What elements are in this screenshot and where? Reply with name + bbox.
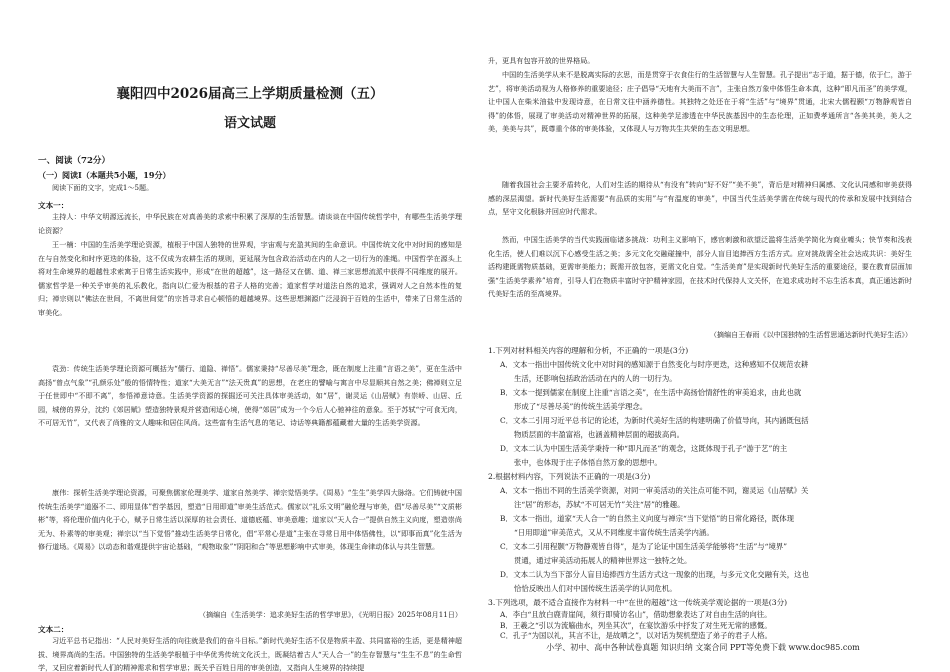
question-1-option-b: B．文本一提到儒家在制度上注重“言语之美”，在生活中高扬恰情舒性的审美追求，由此也就 xyxy=(500,388,802,397)
question-2-option-c-cont: 贯通，通过审美活动拓展人的精神世界这一独特之处。 xyxy=(514,556,692,565)
text1-para-4: 康伟：探析生活美学理论资源，可聚焦儒家伦理美学、道家自然美学、禅宗觉悟美学。《周易》“生生”美学四大脉络。它们铸就中国传统生活美学“道器不二、即用显体”哲学基因，塑造“日用即道”审美生活范式。儒家以“礼乐文明”融伦理与审美，倡“尽善尽美”“文质彬彬”等，将伦理价值内化于心，赋予日常生活以深厚的社会责任、道德底蕴、审美意趣；道家以“天人合一”提供自然主义向度，塑造崇尚无为、朴素等的审美观；禅宗以“当下觉悟”推动生活美学日常化，倡“平常心是道”主张在寻常日用中体悟佛性，以“即事而真”化生活为修行道场。《周易》以动态和谐观提供宇宙论基础，“观物取象”“阴阳和合”等思想影响中式审美，体现生命律动体认与共生智慧。 xyxy=(38,488,462,552)
question-2-stem: 2.根据材料内容，下列说法不正确的一项是(3分) xyxy=(488,472,651,481)
question-2-option-a-cont: 注“居”的形态，苏轼“不可居无竹”关注“居”的雅趣。 xyxy=(514,500,685,509)
section-heading: 一、阅读（72分） xyxy=(38,156,111,166)
question-1-option-c: C．文本二引用习近平总书记的论述，为新时代美好生活的构建明确了价值导向，其内涵既包括 xyxy=(500,416,809,425)
question-1-option-b-cont: 形成了“尽善尽美”的传统生活美学理念。 xyxy=(514,402,648,411)
text1-para-3: 袁劲：传统生活美学理论资源可概括为“儒行、道隐、禅悟”。儒家秉持“尽善尽美”理念，既在制度上注重“言语之美”，更在生活中高扬“曾点气象”“孔颜乐处”般的悟情特性；道家“大美无言”“法天贵真”的思想，在老庄的譬喻与寓言中尽显顺其自然之美；佛禅则立足于任世即中“不即不离”，参悟禅意诗意。生活美学资源的探掘还可关注具体审美活动，如“居”，谢灵运《山居赋》有崇峤、山居、丘园，城傍的界分，沈约《郊居赋》塑造独特景观并营造闲适心境，使得“郊居”成为一个今后人心驰神往的意象。至于苏轼“宁可食无肉，不可居无竹”，又代表了尚雅的文人趣味和居住风尚。这些富有生活气息的笔记、诗话等典籍都蕴藏着大量的生活美学资源。 xyxy=(38,364,462,428)
text2-para-1-cont: 升，更具有包容开放的世界格局。 xyxy=(488,56,595,65)
question-3-option-a: A．李白“且放白鹿青崖间，须行即骑访名山”，借助想象表达了对自由生活的向往。 xyxy=(500,610,772,619)
text2-para-2: 中国的生活美学从来不是脱离实际的玄思，而是贯穿于衣食住行的生活智慧与人生智慧。孔子提出“志于道，据于德，依于仁，游于艺”，将审美活动视为人格修养的重要途径；庄子倡导“天地有大美而不言”，主张自然万象中体悟生命本真，这种“即凡而圣”的美学观，让中国人在柴米油盐中发现诗意，在日常文往中涵养德性。其独特之处还在于将“生活”与“境界”贯通，北宋大儒程颢“万物静观皆自得”的体悟，展现了审美活动对精神世界的拓展，这种美学足渗透在中华民族基因中的生态伦理，正如费孝通所言“各美其美，美人之美，美美与共”，既尊重个体的审美体验，又体现人与万物共生共荣的生态文明思想。 xyxy=(488,70,912,134)
instruction: 阅读下面的文字，完成1～5题。 xyxy=(52,183,154,192)
question-1-option-a: A．文本一指出中国传统文化中对时间的感知源于自然变化与时序更迭，这种感知不仅规范农耕 xyxy=(500,360,809,369)
question-2-option-b: B．文本一指出，道家“天人合一”的自然主义向度与禅宗“当下觉悟”的日常化路径，既体现 xyxy=(500,514,795,523)
question-1-stem: 1.下列对材料相关内容的理解和分析，不正确的一项是(3分) xyxy=(488,346,689,355)
question-1-option-c-cont: 物质层面的丰盈富裕，也涵盖精神层面的超拔高尚。 xyxy=(514,430,684,439)
question-1-option-d: D．文本二认为中国生活美学秉持一种“即凡而圣”的观念，这既体现于孔子“游于艺”的主 xyxy=(500,444,788,453)
text1-para-1: 主持人：中华文明源远流长，中华民族在对真善美的求索中积累了深厚的生活智慧。请谈谈在中国传统哲学中，有哪些生活美学理论资源？ xyxy=(38,212,462,235)
question-2-option-d-cont: 恰恰反映出人们对中国传统生活美学的认同危机。 xyxy=(514,584,677,593)
footer-text: 小学、初中、高中各种试卷真题 知识归纳 文案合同 PPT等免费下载 www.doc985.com xyxy=(546,643,860,652)
text1-para-2: 王一楠：中国的生活美学理论资源，植根于中国人独特的世界观，宇宙观与充盈其间的生命意识。中国传统文化中对时间的感知是在与自然变化和时序更迭的体验，这不仅成为农耕生活的规则，更延展为包含政治活动在内的人之一切行为的准绳。中国哲学在源头上将对生命境界的超越性求索寓于日常生活实践中，形成“在世的超越”，这一路径又在儒、道、禅三家思想流派中获得不同维度的展开。儒家哲学是一种关乎审美的礼乐教化，指向以仁爱为根基的君子人格的完善；道家哲学对道法自然的追求，强调对人之自然本性的复归；禅宗则以“佛法在世间，不离世间觉”的宗旨寻求自心顿悟的超越境界。这些思想渊源广泛浸润于百姓的生活中，带来了日常生活的审美化。 xyxy=(38,240,462,317)
question-2-option-a: A．文本一指出不同的生活美学资源，对同一审美活动的关注点可能不同，谢灵运《山居赋》关 xyxy=(500,486,809,495)
text2-para-1: 习近平总书记指出：“人民对美好生活的向往就是我们的奋斗目标。”新时代美好生活不仅是物质丰盈、共同富裕的生活，更是精神超拔、境界高尚的生活。中国独特的生活美学根植于中华优秀传统文化沃土，既凝结着古人“天人合一”的生存智慧与“生生不息”的生命哲学，又回应着新时代人们的精神需求和哲学审思；既关乎百姓日用的审美创造，又指向人生境界的持续提 xyxy=(38,636,462,672)
question-2-option-d: D．文本二认为当下部分人盲目追捧西方生活方式这一现象的出现，与多元文化交融有关，这也 xyxy=(500,570,809,579)
section-subheading: （一）阅读Ⅰ（本题共5小题，19分） xyxy=(38,170,171,180)
question-2-option-c: C．文本二引用程颢“万物静观皆自得”，是为了论证中国生活美学能够将“生活”与“境界” xyxy=(500,542,788,551)
question-1-option-d-cont: 张中，也体现于庄子体悟自然万象的思想中。 xyxy=(514,458,662,467)
text1-source: （摘编自《生活美学：追求美好生活的哲学审思》，《光明日报》2025年08月11日） xyxy=(198,610,462,619)
question-1-option-a-cont: 生活，还影响包括政治活动在内的人的一切行为。 xyxy=(514,374,677,383)
text2-source: （摘编自王春雨《以中国独特的生活哲思通达新时代美好生活》） xyxy=(709,330,912,339)
question-3-option-c: C．孔子“为国以礼，其言不让，是故哂之”，以对话为契机塑造了弟子的君子人格。 xyxy=(500,631,772,640)
text2-para-3: 随着我国社会主要矛盾转化，人们对生活的期待从“有没有”转向“好不好”“美不美”，背后是对精神归属感、文化认同感和审美获得感的深层渴望。新时代美好生活需要“有品质的实用”与“有温度的审美”，中国当代生活美学需在传统与现代的传承和发展中找到结合点，坚守文化根脉并回应时代需求。 xyxy=(488,180,912,217)
question-3-stem: 3.下列选项，最不适合直接作为材料一中“在世的超越”这一传统美学观论据的一项是(3分) xyxy=(488,598,788,607)
text2-para-4: 然而，中国生活美学的当代实践面临诸多挑战：功利主义影响下，感官刺激和欲望泛滥将生活美学简化为商业噱头；快节奏和浅表化生活，使人们难以沉下心感受生活之美；多元文化交融碰撞中，部分人盲目追捧西方生活方式。应对挑战需全社会达成共识：美好生活构建既需物质基础，更需审美能力；既需开放包容，更需文化自觉。“生活美育”是实现新时代美好生活的重要途径，要在教育层面加强“生活美学素养”培育，引导人们在物质丰富时守护精神家园，在技术时代保持人文关怀，在追求成功时不忘生活本真，真正通达新时代美好生活的至高境界。 xyxy=(488,235,912,299)
footer-banner xyxy=(488,631,918,655)
question-2-option-b-cont: “日用即道”审美范式，又从不同维度丰富传统生活美学内涵。 xyxy=(514,528,714,537)
exam-subtitle: 语文试题 xyxy=(223,116,276,131)
text2-label: 文本二： xyxy=(38,625,69,634)
exam-title: 襄阳四中2026届高三上学期质量检测（五） xyxy=(116,86,384,102)
text1-label: 文本一： xyxy=(38,201,69,210)
question-3-option-b: B．王羲之“引以为流觞曲水，列坐其次”，在宴饮游乐中抒发了对生死无常的感慨。 xyxy=(500,621,772,630)
